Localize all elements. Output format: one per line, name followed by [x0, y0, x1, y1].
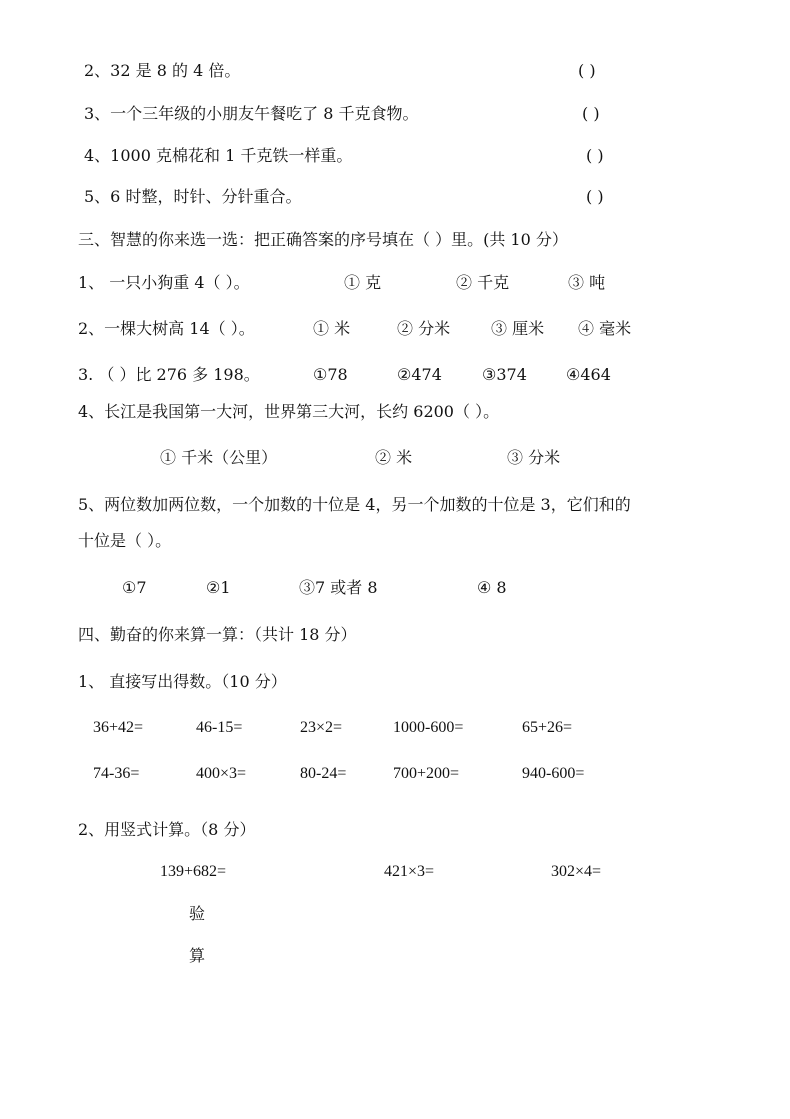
oral-calc-2-2[interactable]: 400×3=	[196, 765, 247, 782]
vertical-calc-1[interactable]: 139+682=	[160, 863, 227, 880]
choice-q5-option-3[interactable]: ③7 或者 8	[299, 578, 378, 597]
oral-calc-2-4[interactable]: 700+200=	[393, 765, 460, 782]
judgment-item-3: 3、一个三年级的小朋友午餐吃了 8 千克食物。	[84, 104, 419, 123]
choice-q5-option-1[interactable]: ①7	[122, 578, 147, 597]
oral-calc-2-3[interactable]: 80-24=	[300, 765, 347, 782]
choice-q3-option-2[interactable]: ②474	[397, 365, 442, 384]
oral-calc-2-5[interactable]: 940-600=	[522, 765, 585, 782]
choice-q5-option-2[interactable]: ②1	[206, 578, 231, 597]
judgment-item-2: 2、32 是 8 的 4 倍。	[84, 61, 241, 80]
choice-q2-option-2[interactable]: ② 分米	[397, 319, 451, 338]
check-label-char-1: 验	[189, 904, 206, 923]
choice-q1-option-2[interactable]: ② 千克	[456, 273, 510, 292]
oral-calc-1-4[interactable]: 1000-600=	[393, 719, 464, 736]
answer-paren-3[interactable]: ( )	[582, 104, 600, 123]
check-label-char-2: 算	[189, 946, 206, 965]
answer-paren-5[interactable]: ( )	[586, 187, 604, 206]
choice-q3-option-4[interactable]: ④464	[566, 365, 611, 384]
choice-q2-option-1[interactable]: ① 米	[313, 319, 351, 338]
judgment-item-4: 4、1000 克棉花和 1 千克铁一样重。	[84, 146, 353, 165]
section3-heading: 三、智慧的你来选一选：把正确答案的序号填在（ ）里。(共 10 分）	[78, 230, 568, 249]
judgment-item-5: 5、6 时整，时针、分针重合。	[84, 187, 302, 206]
answer-paren-4[interactable]: ( )	[586, 146, 604, 165]
choice-q4-option-3[interactable]: ③ 分米	[507, 448, 561, 467]
choice-q5-option-4[interactable]: ④ 8	[477, 578, 507, 597]
section4-part1-title: 1、 直接写出得数。（10 分）	[78, 672, 287, 691]
choice-q1-stem: 1、 一只小狗重 4（ ）。	[78, 273, 250, 292]
vertical-calc-3[interactable]: 302×4=	[551, 863, 602, 880]
oral-calc-1-1[interactable]: 36+42=	[93, 719, 144, 736]
oral-calc-1-5[interactable]: 65+26=	[522, 719, 573, 736]
choice-q4-option-2[interactable]: ② 米	[375, 448, 413, 467]
choice-q4-option-1[interactable]: ① 千米（公里）	[160, 448, 278, 467]
choice-q4-stem: 4、长江是我国第一大河，世界第三大河，长约 6200（ ）。	[78, 402, 500, 421]
oral-calc-1-2[interactable]: 46-15=	[196, 719, 243, 736]
choice-q3-option-3[interactable]: ③374	[482, 365, 527, 384]
choice-q2-stem: 2、一棵大树高 14（ ）。	[78, 319, 255, 338]
choice-q2-option-4[interactable]: ④ 毫米	[578, 319, 632, 338]
choice-q5-stem-line1: 5、两位数加两位数，一个加数的十位是 4，另一个加数的十位是 3，它们和的	[78, 495, 631, 514]
choice-q1-option-3[interactable]: ③ 吨	[568, 273, 606, 292]
oral-calc-1-3[interactable]: 23×2=	[300, 719, 343, 736]
choice-q3-stem: 3. （ ）比 276 多 198。	[78, 365, 260, 384]
choice-q5-stem-line2: 十位是（ ）。	[78, 531, 172, 550]
section4-heading: 四、勤奋的你来算一算：（共计 18 分）	[78, 625, 357, 644]
choice-q3-option-1[interactable]: ①78	[313, 365, 348, 384]
choice-q1-option-1[interactable]: ① 克	[344, 273, 382, 292]
section4-part2-title: 2、用竖式计算。（8 分）	[78, 820, 256, 839]
choice-q2-option-3[interactable]: ③ 厘米	[491, 319, 545, 338]
vertical-calc-2[interactable]: 421×3=	[384, 863, 435, 880]
answer-paren-2[interactable]: ( )	[578, 61, 596, 80]
oral-calc-2-1[interactable]: 74-36=	[93, 765, 140, 782]
